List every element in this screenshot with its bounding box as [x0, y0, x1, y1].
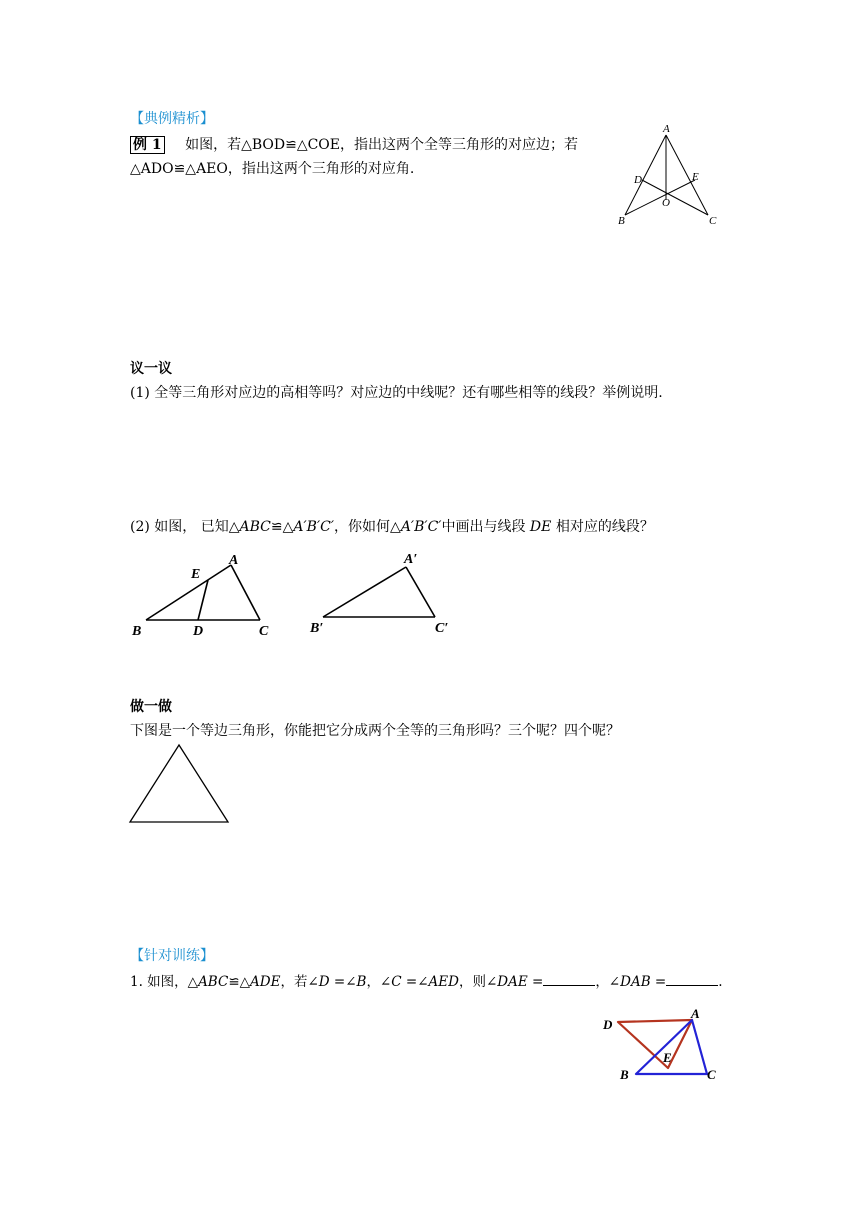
pq1-text-7: ，则∠ [458, 974, 498, 990]
fig3-label-c-prime: C′ [435, 621, 449, 636]
q2-mid2: ，你如何△ [334, 519, 401, 535]
pq1-angle-b: B [356, 974, 367, 990]
pq1-angle-c: C [391, 974, 402, 990]
q2-triangle-abc-prime-2: A′B′C′ [400, 519, 442, 535]
fig2-label-d: D [193, 624, 204, 639]
pq1-triangle-abc: ABC [198, 974, 229, 990]
fig5-label-c: C [707, 1067, 716, 1082]
fig5-label-a: A [691, 1006, 700, 1021]
pq1-angle-dae: DAE [497, 974, 528, 990]
pq1-text-8: = [527, 974, 544, 990]
fig1-label-a: A [663, 123, 670, 135]
discuss-question-2 [130, 516, 654, 536]
fig2-label-e: E [191, 567, 201, 582]
pq1-text-3: ，若∠ [280, 974, 319, 990]
example-1-line-1 [130, 134, 578, 154]
pq1-angle-d: D [318, 974, 330, 990]
fig1-label-o: O [662, 197, 670, 209]
fig1-label-c: C [709, 215, 717, 227]
pq1-text-11: . [718, 974, 723, 990]
q2-triangle-abc-prime: A′B′C′ [293, 519, 335, 535]
do-it-text: 下图是一个等边三角形，你能把它分成两个全等的三角形吗？三个呢？四个呢？ [130, 723, 620, 739]
fig2-label-a: A [229, 553, 239, 568]
figure-triangle-abc-prime [305, 545, 465, 640]
fig5-label-e: E [663, 1050, 672, 1065]
fig2-label-c: C [259, 624, 269, 639]
q2-suffix: 相对应的线段？ [551, 519, 654, 535]
figure-equilateral-triangle [128, 742, 232, 826]
pq1-text-4: =∠ [329, 974, 357, 990]
pq1-text-1: 1. 如图，△ [130, 974, 199, 990]
fig1-label-b: B [618, 215, 625, 227]
pq1-angle-aed: AED [428, 974, 459, 990]
fig5-label-d: D [603, 1017, 613, 1032]
q2-prefix: (2) 如图， 已知△ [130, 519, 240, 535]
example-1-text-1: 如图，若△BOD≌△COE，指出这两个全等三角形的对应边；若 [185, 137, 578, 153]
pq1-angle-dab: DAB [620, 974, 651, 990]
answer-blank-dae[interactable] [543, 973, 595, 986]
fig3-label-a-prime: A′ [404, 552, 418, 567]
example-1-text-2: △ADO≌△AEO，指出这两个三角形的对应角. [130, 161, 415, 177]
practice-question-1 [130, 970, 723, 990]
pq1-text-9: ，∠ [595, 974, 621, 990]
figure-practice-1 [598, 1004, 728, 1089]
section-heading-typical-examples: 【典例精析】 [130, 111, 214, 127]
fig5-label-b: B [620, 1067, 629, 1082]
example-1-label: 例 1 [130, 136, 165, 154]
discuss-question-1: (1) 全等三角形对应边的高相等吗？对应边的中线呢？还有哪些相等的线段？举例说明. [130, 385, 663, 401]
figure-triangle-abc [128, 548, 278, 643]
figure-example-1 [600, 118, 730, 233]
q2-triangle-abc: ABC [239, 519, 271, 535]
fig2-label-b: B [132, 624, 142, 639]
section-heading-do-it: 做一做 [130, 699, 172, 715]
q2-mid3: 中画出与线段 [441, 519, 530, 535]
pq1-text-2: ≌△ [228, 974, 251, 990]
q2-segment-de: DE [529, 519, 552, 535]
q2-mid1: ≌△ [270, 519, 294, 535]
section-heading-practice: 【针对训练】 [130, 948, 214, 964]
fig1-label-e: E [692, 171, 699, 183]
pq1-text-10: = [650, 974, 667, 990]
fig3-label-b-prime: B′ [310, 621, 324, 636]
pq1-text-5: ，∠ [366, 974, 392, 990]
pq1-text-6: =∠ [401, 974, 429, 990]
section-heading-discuss: 议一议 [130, 361, 172, 377]
pq1-triangle-ade: ADE [250, 974, 281, 990]
answer-blank-dab[interactable] [666, 973, 718, 986]
fig1-label-d: D [634, 174, 642, 186]
